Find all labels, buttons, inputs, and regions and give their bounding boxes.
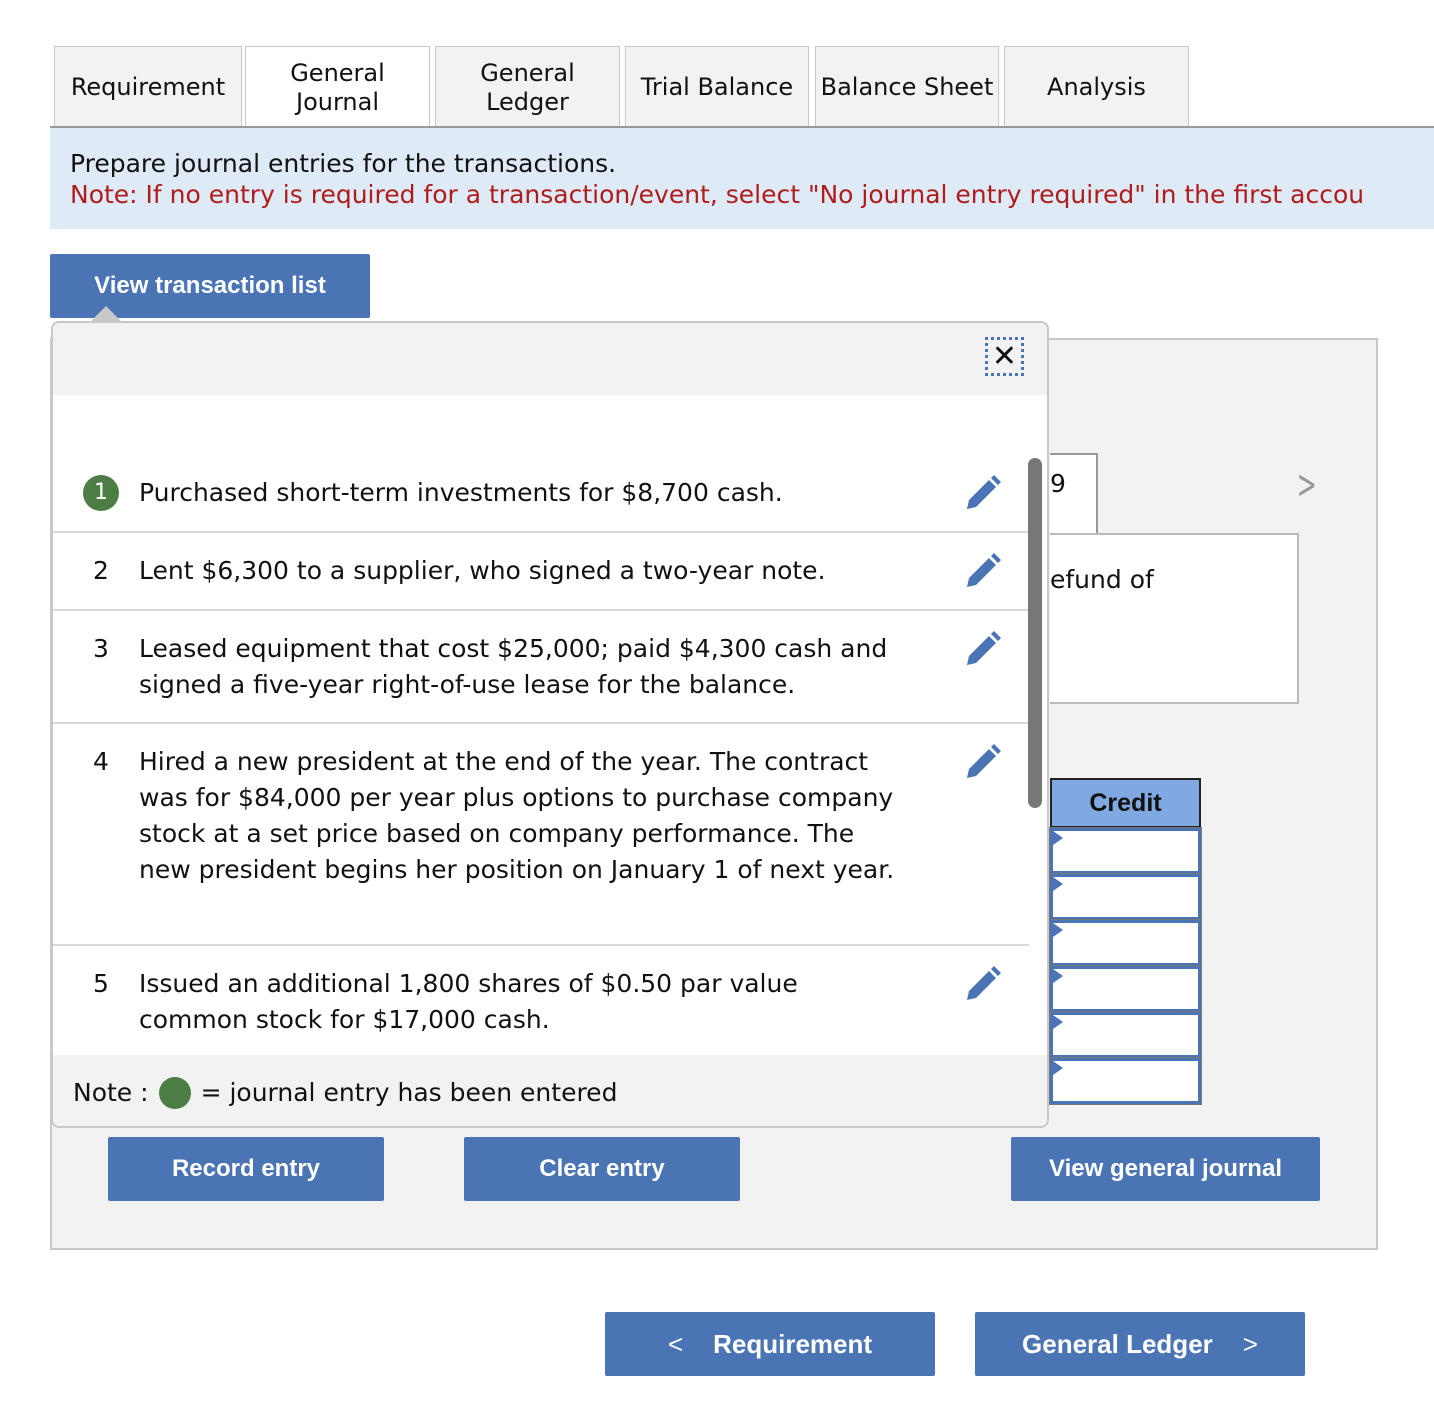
legend-text: = journal entry has been entered — [200, 1078, 618, 1107]
transaction-text: Hired a new president at the end of the year. The contract was for $84,000 per year plus options to purchase company stock at a set price based on company performance. The new president begins her position on January 1 of next year. — [139, 747, 895, 884]
prev-requirement-button[interactable] — [605, 1312, 935, 1376]
button-label: Record entry — [171, 1155, 321, 1182]
tab-balance-sheet[interactable] — [815, 46, 999, 128]
transaction-number: 3 — [93, 634, 109, 663]
view-general-journal-button[interactable] — [1011, 1137, 1320, 1201]
tab-label: Trial Balance — [640, 73, 794, 101]
instruction-text: Prepare journal entries for the transactions. — [70, 149, 617, 178]
credit-label: Credit — [1089, 788, 1162, 817]
entered-badge — [83, 475, 119, 511]
transaction-row[interactable] — [53, 455, 1029, 533]
credit-input[interactable] — [1050, 874, 1201, 920]
tab-label: General Journal — [290, 59, 385, 116]
popup-pointer — [90, 306, 122, 322]
chevron-left-icon: < — [667, 1328, 684, 1359]
tab-fragment-text: 9 — [1050, 469, 1066, 498]
description-fragment: efund of — [1050, 565, 1154, 594]
record-entry-button[interactable] — [108, 1137, 384, 1201]
transaction-number: 1 — [94, 480, 108, 505]
instructions — [50, 128, 1434, 229]
chevron-right-icon[interactable]: > — [1296, 462, 1317, 508]
transaction-row[interactable] — [53, 611, 1029, 724]
popup-legend — [53, 1055, 1047, 1128]
pencil-icon[interactable] — [963, 473, 1003, 513]
credit-input[interactable] — [1050, 828, 1201, 874]
close-icon[interactable]: ✕ — [985, 337, 1024, 376]
clear-entry-button[interactable] — [464, 1137, 740, 1201]
credit-column-header — [1050, 778, 1201, 828]
pencil-icon[interactable] — [963, 629, 1003, 669]
credit-input[interactable] — [1050, 966, 1201, 1012]
transaction-row[interactable] — [53, 946, 1029, 1056]
button-label: Clear entry — [539, 1155, 665, 1182]
transaction-list-popup — [51, 321, 1049, 1128]
tab-general-journal[interactable] — [245, 46, 430, 129]
credit-input[interactable] — [1050, 1012, 1201, 1058]
credit-input[interactable] — [1050, 1058, 1201, 1104]
transaction-number: 4 — [93, 747, 109, 776]
tab-analysis[interactable] — [1004, 46, 1189, 128]
transaction-description — [1050, 533, 1299, 704]
button-label: View general journal — [1049, 1155, 1282, 1182]
tab-label: General Ledger — [480, 58, 575, 116]
entered-dot-icon — [159, 1077, 191, 1109]
credit-input[interactable] — [1050, 920, 1201, 966]
transaction-text: Issued an additional 1,800 shares of $0.50 par value common stock for $17,000 cash. — [139, 969, 798, 1034]
legend-label: Note : — [73, 1078, 149, 1107]
transaction-number: 2 — [93, 556, 109, 585]
transaction-text: Lent $6,300 to a supplier, who signed a two-year note. — [139, 556, 826, 585]
transaction-row[interactable] — [53, 533, 1029, 611]
tab-label: Requirement — [70, 73, 226, 101]
popup-scrollbar[interactable] — [1028, 458, 1042, 808]
instruction-note: Note: If no entry is required for a transaction/event, select "No journal entry required" in the first accou — [70, 180, 1365, 209]
tab-general-ledger[interactable] — [435, 46, 620, 128]
pencil-icon[interactable] — [963, 964, 1003, 1004]
pencil-icon[interactable] — [963, 742, 1003, 782]
button-label: General Ledger — [1022, 1328, 1213, 1359]
tab-label: Analysis — [1047, 73, 1146, 101]
next-general-ledger-button[interactable] — [975, 1312, 1305, 1376]
entry-tab-fragment[interactable] — [1050, 453, 1098, 535]
pencil-icon[interactable] — [963, 551, 1003, 591]
tab-requirement[interactable] — [54, 46, 242, 128]
transaction-row[interactable] — [53, 724, 1029, 946]
tab-label: Balance Sheet — [820, 73, 994, 101]
button-label: Requirement — [713, 1328, 873, 1359]
popup-header — [53, 323, 1047, 395]
transaction-text: Purchased short-term investments for $8,700 cash. — [139, 478, 783, 507]
transaction-text: Leased equipment that cost $25,000; paid $4,300 cash and signed a five-year right-of-use lease for the balance. — [139, 634, 888, 699]
button-label: View transaction list — [94, 272, 326, 299]
transaction-number: 5 — [93, 969, 109, 998]
tab-trial-balance[interactable] — [625, 46, 809, 128]
chevron-right-icon: > — [1242, 1328, 1258, 1359]
